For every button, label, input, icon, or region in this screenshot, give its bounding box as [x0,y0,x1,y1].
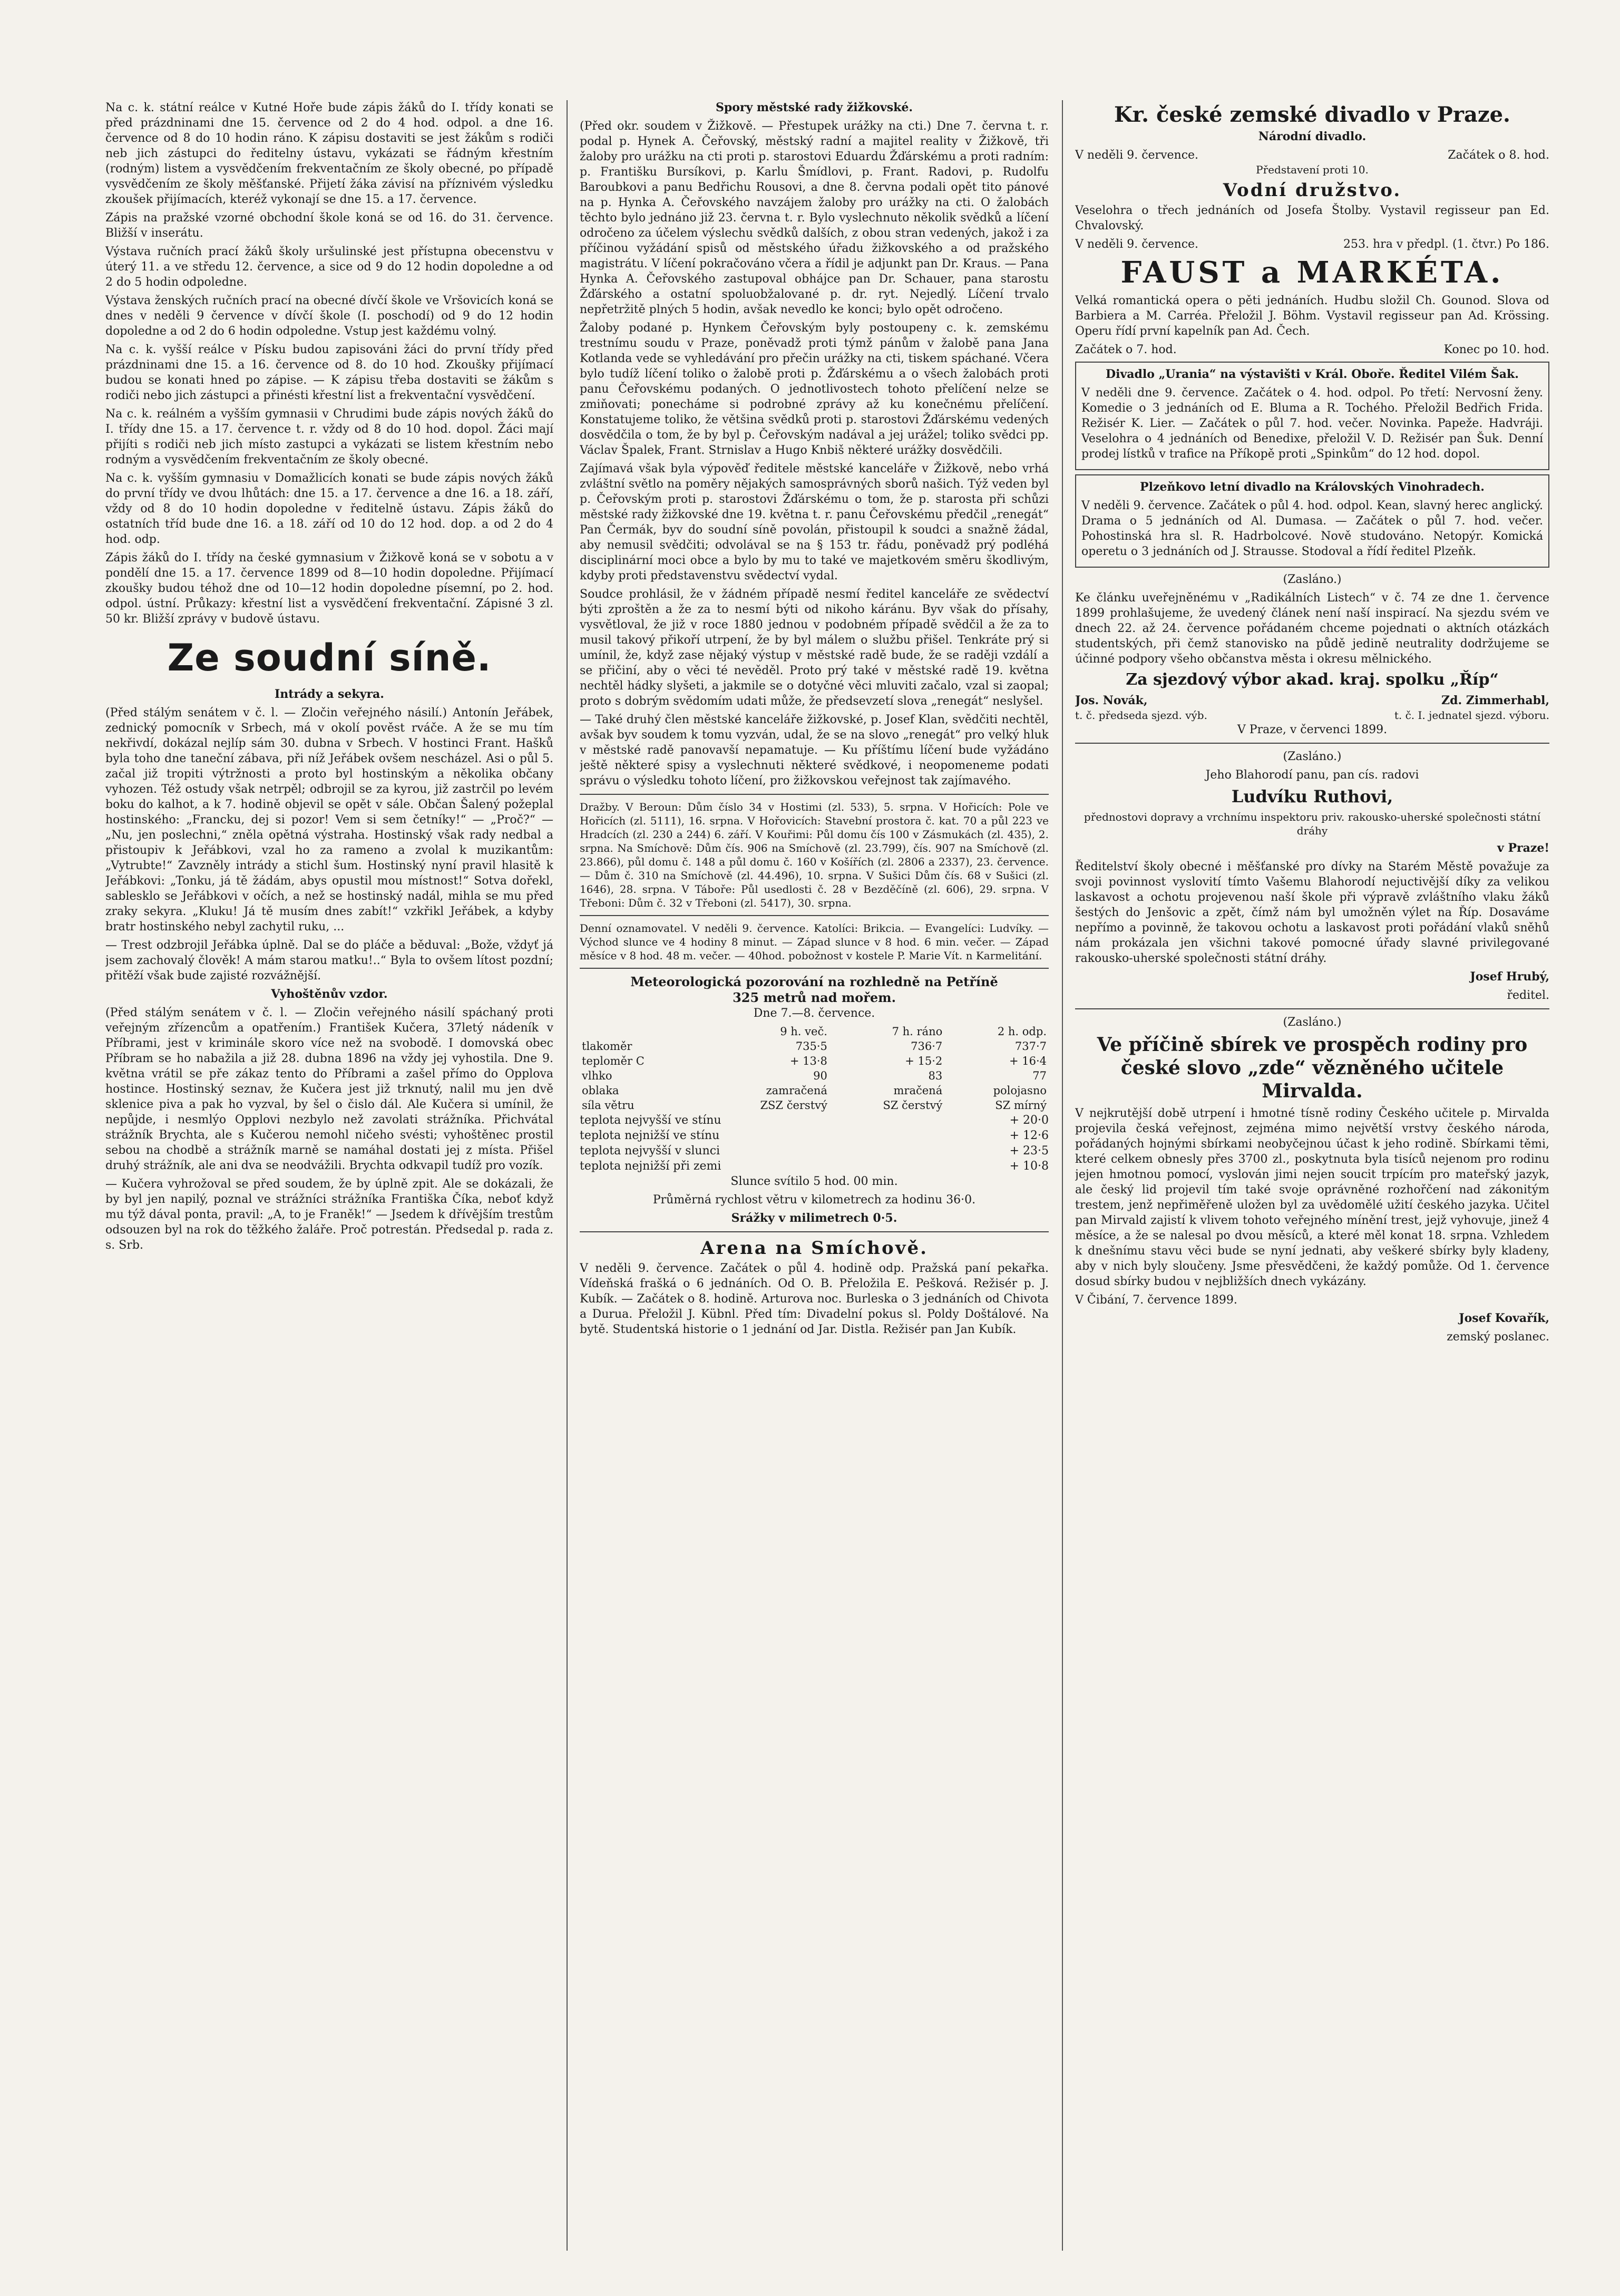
article-title: Spory městské rady žižkovské. [715,101,913,114]
theatre-title: Kr. české zemské divadlo v Praze. [1114,102,1510,127]
table-cell: teploměr C [582,1055,645,1067]
table-row [580,1039,1049,1054]
table-cell: 90 [813,1069,827,1082]
role: t. č. předseda sjezd. výb. [1075,709,1207,722]
auctions: Dražby. V Beroun: Dům číslo 34 v Hostimi (zl. 533), 5. srpna. V Hořicích: Pole ve Hořicích (zl. 5111), 16. srpna. V Hořovicích: Stavební prostora č. kat. 70 a půl 223 ve Hradcích (zl. 230 a 244) 6. září. V Kouřimi: Půl domu čís 100 v Zásmukách (zl. 435), 2. srpna. Na Smíchově: Dům čís. 906 na Smíchově (zl. 23.799), čís. 907 na Smíchově (zl. 23.866), půl domu č. 148 a půl domu č. 160 v Košířích (zl. 2806 a 2337), 23. července. — Dům č. 310 na Smíchově (zl. 44.496), 10. srpna. V Sušici Dům čís. 68 v Sušici (zl. 1646), 28. srpna. V Táboře: Půl usedlosti č. 28 v Bezděčíně (zl. 606), 29. srpna. V Třeboni: Dům č. 32 v Třeboni (zl. 5417), 30. srpna. [580,801,1049,909]
appeal-title: Ve příčině sbírek ve prospěch rodiny pro české slovo „zde“ vězněného učitele Mirvalda. [1097,1034,1528,1102]
table-cell: ZSZ čerstvý [760,1099,827,1112]
weather-extra [580,1159,1049,1174]
article-body: — Kučera vyhrožoval se před soudem, že by úplně zpit. Ale se dokázali, že by byl jen napilý, poznal ve strážníci strážníka Františka Číka, neboť když mu týž dával ponta, pravil: „A, to je Franěk!“ — Jsedem k dřívějším trestům odsouzen byl na rok do těžkého žaláře. Proč potrestán. Předsedal p. rada z. s. Srb. [105,1178,553,1252]
article-body: Zajímavá však byla výpověď ředitele městské kanceláře v Žižkově, nebo vrhá zvláštní světlo na poměry nějakých samosprávných sborů našich. Týž veden byl p. Čeřovským proti p. starostovi Žďárskému o tom, že p. starosta při schůzi městské rady žižkovské dne 19. května t. r. panu Čeřovskému předčil „renegát“ Pan Čermák, byv do soudní síně povolán, přistoupil k soudci a snažně žádal, aby nemusil svědčiti; odvolával se na § 153 tr. řádu, poněvadž prý podléhá disciplinární moci obce a bylo by mu to také ve majetkovém směru škodlivým, kdyby proti představenstvu svědectví vydal. [580,462,1049,582]
weather-extra [580,1128,1049,1143]
table-cell: 9 h. več. [780,1025,827,1038]
addressee-intro: Jeho Blahorodí panu, pan cís. radovi [1205,768,1419,782]
table-cell: SZ mírný [995,1099,1047,1112]
table-cell: zamračená [766,1084,827,1097]
weather-extra [580,1113,1049,1128]
label: teplota nejnižší ve stínu [580,1129,720,1142]
signature-role: zemský poslanec. [1447,1330,1549,1344]
table-cell: vlhko [582,1069,612,1082]
weather-title: Meteorologická pozorování na rozhledně na Petříně [630,974,998,989]
performance: 253. hra v předpl. (1. čtvr.) Po 186. [1343,238,1549,251]
table-cell: 83 [928,1069,943,1082]
weather-report [580,974,1049,1226]
article-title: Vyhoštěnův vzdor. [271,987,388,1001]
table-cell: + 15·2 [905,1055,943,1067]
table-cell: + 16·4 [1009,1055,1047,1067]
column-rule [567,100,568,2251]
play-desc: Veselohra o třech jednáních od Josefa Štolby. Vystavil regisseur pan Ed. Chvalovský. [1075,204,1549,232]
date: V neděli 9. července. [1075,238,1199,251]
play-title: Vodní družstvo. [1223,180,1402,201]
table-cell: 737·7 [1014,1040,1047,1053]
table-cell: SZ čerstvý [883,1099,943,1112]
table-row [580,1068,1049,1083]
signatory-roles [1075,708,1549,722]
article-body: — Také druhý člen městské kanceláře žižkovské, p. Josef Klan, svědčiti nechtěl, avšak byv soudem k tomu vyzván, udal, že se na slovo „renegát“ pro velký hluk v městské radě panovavší nepamatuje. — Ku příštímu líčení bude vyžádáno ještě některé spisy a vyslechnuti některé svědkové, i neopomeneme podati správu o výsledku tohoto líčení, pro žižkovskou veřejnost tak zajímavého. [580,713,1049,787]
school-notice: Zápis žáků do I. třídy na české gymnasium v Žižkově koná se v sobotu a v pondělí dne 15. a 17. července 1899 od 8—10 hodin dopoledne. Přijímací zkoušky budou téhož dne od 10—12 hodin dopoledne písemní, po 2. hod. odpol. ústní. Průkazy: křestní list a vysvědčení frekventační. Zápisné 3 zl. 50 kr. Bližší zprávy v budově ústavu. [105,551,553,626]
weather-subtitle: 325 metrů nad mořem. [733,990,896,1005]
school-notice: Na c. k. vyšší reálce v Písku budou zapisováni žáci do první třídy před prázdninami dne 15. a 16. července od 8. do 10 hod. Zkoušky přijímací budou se konati hned po zápise. — K zápisu třeba dostaviti se žákům s rodiči nebo jich zástupci a přinésti křestní list a frekventační vysvědčení. [105,343,553,402]
table-cell: + 13·8 [789,1055,827,1067]
addressee-city: v Praze! [1497,841,1549,855]
place-date: V Praze, v červenci 1899. [1237,723,1388,736]
signatories [1075,693,1549,708]
table-header-row [580,1024,1049,1039]
label: teplota nejnižší při zemi [580,1160,721,1173]
table-cell: 77 [1032,1069,1047,1082]
newspaper-page [105,100,1549,2251]
divider [580,968,1049,969]
column-1 [105,100,553,2251]
signature-role: ředitel. [1507,989,1549,1002]
school-notice: Výstava ručních prací žáků školy uršulinské jest přístupna obecenstvu v úterý 11. a ve středu 12. července, a sice od 9 do 12 hodin dopoledne a od 2 do 5 hodin odpoledne. [105,245,553,289]
article-body: — Trest odzbrojil Jeřábka úplně. Dal se do pláče a běduval: „Bože, vždyť já jsem zachovalý člověk! A mám starou matku!..“ Byla to ovšem lítost pozdní; přitěží však bude zajisté rozvážnější. [105,939,553,982]
addressee-name: Ludvíku Ruthovi, [1231,786,1393,806]
value: + 20·0 [1009,1114,1049,1127]
divider [580,915,1049,916]
program-line [1075,148,1549,163]
play-desc: Velká romantická opera o pěti jednáních. Hudbu složil Ch. Gounod. Slova od Barbiera a M. Carréa. Přeložil J. Böhm. Vystavil regisseur pan Ad. Krössing. Operu řídí první kapelník pan Ad. Čech. [1075,294,1549,338]
theatre-box [1075,474,1549,568]
table-cell: oblaka [582,1084,619,1097]
zaslano-head: (Zasláno.) [1283,1016,1342,1029]
article-body: (Před stálým senátem v č. l. — Zločin veřejného násilí spáchaný proti veřejným zřízencům a opatřením.) František Kučera, 37letý nádeník v Příbrami, jest v kriminále skoro více než na svobodě. I domovská obec Příbram se ho nabažila a již 28. dubna 1896 na vždy jej vyhostila. Dne 9. května vrátil se pře zákaz tento do Příbrami a zašel přímo do Opplova hostince. Hostinský seznav, že Kučera jest již trknutý, nalil mu jen dvě sklenice piva a pak ho vyzval, by šel o čislo dál. Ale Kučera si umínil, že nepůjde, i nesmlýo Opplovi nezbylo než zavolati strážníka. Přichvátal strážník Brychta, ale s Kučerou nemohl ničeho svésti; vyhoštěnec prostil sebou na chodbě a strážník marně se namáhal dostati jej z místa. Přišel druhý strážník, ale ani dva se neodvážili. Brychta odkvapil tudíž pro vozík. [105,1006,553,1172]
box-body: V neděli 9. července. Začátek o půl 4. hod. odpol. Kean, slavný herec anglický. Drama o 5 jednáních od Al. Dumasa. — Začátek o půl 7. hod. večer. Pohostinská hra sl. R. Hadrbolcové. Nově studováno. Netopýr. Komická operetu o 3 jednáních od J. Strausse. Stodoval a řídí ředitel Plzeňk. [1081,499,1543,558]
label: teplota nejvyšší v slunci [580,1144,720,1157]
table-row [580,1083,1049,1098]
theatre-subtitle: Národní divadlo. [1258,130,1367,143]
name: Zd. Zimmerhabl, [1441,694,1549,707]
column-rule [1062,100,1063,2251]
section-title: Ze soudní síně. [167,636,492,679]
school-notice: Na c. k. reálném a vyšším gymnasii v Chrudimi bude zápis nových žáků do I. třídy dne 15. a 17. července t. r. vždy od 8 do 10 hod. dopol. Žáci mají přijíti s rodiči neb jich místo zastupci a vykázati se listem křestním nebo rodným a vysvědčením frekventačním ze školy obecné. [105,407,553,466]
table-cell: 735·5 [795,1040,827,1053]
school-notice: Na c. k. státní reálce v Kutné Hoře bude zápis žáků do I. třídy konati se před prázdninami dne 15. července od 2 do 4 hod. odpol. a dne 16. července od 8 do 10 hodin ráno. K zápisu dostaviti se jest žákům s rodiči neb jich zástupci do ředitelny ústavu, vykázati se řádným křestním (rodným) listem a vysvědčením frekventačním ze školy obecné, po případě vysvědčením ze školy měšťanské. Přijetí žáka závisí na příznivém výsledku zkoušek přijímacích, kteréž vykonají se dne 15. a 17. července. [105,101,553,206]
name: Jos. Novák, [1075,694,1148,707]
signature-name: Josef Hrubý, [1470,970,1549,984]
zaslano-body: Ředitelství školy obecné i měšťanské pro dívky na Starém Městě považuje za svoji povinnost vyslovití tímto Vašemu Blahorodí nejuctivější díky za velikou laskavost a ochotu projevenou naší škole při výpravě zvláštního vlaku žáků šestých do Jenšovic a zpět, čímž nám byl umožněn výlet na Říp. Dosaváme nepřímo a povinně, že takovou ochotu a laskavost proti pořádání vlaků sněhů nám prokázala jen všichni takové pomocné úřady slavné privilegované rakousko-uherské společnosti státní dráhy. [1075,860,1549,965]
column-3 [1075,100,1549,2251]
school-notice: Na c. k. vyšším gymnasiu v Domažlicích konati se bude zápis nových žáků do první třídy ve dvou lhůtách: dne 15. a 17. července a dne 16. a 18. září, vždy od 8 do 10 hodin dopoledne v ředitelně ústavu. Zápis žáků do ostatních tříd bude dne 16. a 18. září od 10 do 12 hod. dop. a od 2 do 4 hod. odp. [105,472,553,546]
place-date: V Čibání, 7. července 1899. [1075,1293,1237,1307]
school-notice: Zápis na pražské vzorné obchodní škole koná se od 16. do 31. července. Bližší v inserátu. [105,211,553,240]
arena-program: V neděli 9. července. Začátek o půl 4. hodině odp. Pražská paní pekařka. Vídeňská frašká o 6 jednáních. Od O. B. Přeložila E. Pešková. Režisér p. J. Kubík. — Začátek o 8. hodině. Arturova noc. Burleska o 3 jednáních od Chivota a Durua. Přeložil J. Kübnl. Před tím: Divadelní pokus sl. Poldy Doštálové. Na bytě. Studentská historie o 1 jednání od Jar. Distla. Režisér pan Jan Kubík. [580,1262,1049,1336]
program-line [1075,237,1549,252]
note: Představení proti 10. [1256,163,1369,176]
article-title: Intrády a sekyra. [275,687,384,701]
end-time: Konec po 10. hod. [1443,343,1549,356]
start-time: Začátek o 8. hod. [1448,149,1549,162]
table-cell: 2 h. odp. [997,1025,1047,1038]
table-cell [580,1024,700,1039]
box-title: Divadlo „Urania“ na výstavišti v Král. Oboře. Ředitel Vilém Šak. [1106,367,1519,381]
theatre-box [1075,362,1549,470]
zaslano-head: (Zasláno.) [1283,573,1342,586]
zaslano-head: (Zasláno.) [1283,750,1342,763]
value: + 23·5 [1009,1144,1049,1157]
article-body: (Před stálým senátem v č. l. — Zločin veřejného násilí.) Antonín Jeřábek, zednický pomocník v Srbech, má v okolí pověst rváče. A že se mu tím nekřivdí, dokázal nejlíp sám 30. dubna v Srbech. V hostinci Frant. Hašků byla toho dne taneční zábava, při níž Jeřábek ovšem nescházel. Asi o půl 5. začal již tropiti výtržnosti a proto byl hostinským a několika občany vyhozen. Též ostudy však netrpěl; odbrojil se za kyrou, již zastrčil po levém boku do kalhot, a k 7. hodině objevil se opět v sále. Občan Šalený požeplal hostinského: „Francku, dej si pozor! Vem si sem četníky!“ — „Proč?“ — „Nu, jen poslechni,“ zněla opětná výstraha. Hostinský však rady nedbal a přistoupiv k Jeřábkovi, vzal ho za rameno a zvolal k muzikantům: „Vytrubte!“ Zavzněly intrády a stichl šum. Hostinský nyní pravil hlasitě k Jeřábkovi: „Tonku, já tě žádám, abys opustil mou místnost!“ Sotva dořekl, sablesklo se Jeřábkovi v očích, a než se hostinský nadál, mihla se mu před zraky sekyra. „Kluku! Já tě musím dnes zabít!“ vzkřikl Jeřábek, a kdyby bratr hostinského nebyl zachytil ruku, ... [105,706,553,933]
signature-name: Josef Kovařík, [1459,1311,1549,1325]
box-title: Plzeňkovo letní divadlo na Královských Vinohradech. [1140,480,1485,494]
divider [580,794,1049,795]
start-time: Začátek o 7. hod. [1075,343,1177,356]
article-body: Žaloby podané p. Hynkem Čeřovským byly postoupeny c. k. zemskému trestnímu soudu v Praze, poněvadž proti týmž pánům v žalobě pana Jana Kotlanda vede se vyhledávání pro přečin urážky na cti, tiskem spáchané. Včera bylo tudíž líčení toliko o žalobě proti p. Žďárskému a o všech žalobách proti panu Čeřovskému podaných. O jednotlivostech tohoto přelíčení nelze se zmiňovati; ponecháme si podrobné zprávy až ku konečnému přelíčení. Konstatujeme toliko, že většina svědků proti p. starostovi Žďárskému vedených dosvědčila o tom, že by byl p. Čeřovským nadával a jej urážel; toliko svědci pp. Václav Špalek, Frant. Strnislav a Hugo Knbiš některé urážky dosvědčili. [580,322,1049,457]
table-cell: tlakoměr [582,1040,632,1053]
zaslano-body: Ke článku uveřejněnému v „Radikálních Listech“ v č. 74 ze dne 1. července 1899 prohlašujeme, že uvedený článek není naší inspirací. Na sjezdu svém ve dnech 22. až 24. července pořádaném chceme pojednati o aktních otázkách studentských, při čemž stanovisko na půdě jedině neutrality dodržujeme se účinné podpory všeho občanstva města i okresu mělnického. [1075,591,1549,666]
value: + 10·8 [1009,1160,1049,1173]
table-row [580,1054,1049,1068]
table-cell: mračená [893,1084,943,1097]
divider [580,1231,1049,1232]
weather-footer: Srážky v milimetrech 0·5. [731,1211,897,1225]
date: V neděli 9. července. [1075,149,1199,162]
table-cell: 7 h. ráno [892,1025,943,1038]
daily-notes: Denní oznamovatel. V neděli 9. července. Katolíci: Brikcia. — Evangelíci: Ludvíky. — Východ slunce ve 4 hodiny 8 minut. — Západ slunce v 8 hod. 6 min. večer. — Západ měsíce v 8 hod. 48 m. večer. — 40hod. pobožnost v kostele P. Marie Vít. n Karmelitání. [580,922,1049,962]
program-line [1075,342,1549,357]
article-body: (Před okr. soudem v Žižkově. — Přestupek urážky na cti.) Dne 7. června t. r. podal p. Hynek A. Čeřovský, městský radní a majitel reality v Žižkově, tři žaloby pro urážku na cti proti p. starostovi Eduardu Žďárskému a proti radním: p. Františku Bursíkovi, p. Karlu Šmídlovi, p. Frant. Radovi, p. Rudolfu Baroubkovi a panu Bedřichu Rousovi, a dne 8. června podali opět tito pánové na p. Hynka A. Čeřovského navzájem žaloby pro urážky na cti. O žalobách těchto bylo jednáno již 23. června t. r. Bylo vyslechnuto několik svědků a líčení odročeno za účelem výslechu svědků dalších, z obou stran vedených, jakož i za příčinou vyžádání spisů od městského úřadu žižkovského a od pražského magistrátu. V líčení pokračováno včera a řídil je adjunkt pan Dr. Kraus. — Pana Hynka A. Čeřovského zastupoval obhájce pan Dr. Schauer, pana starostu Žďárského a ostatní spoluobžalované p. dr. ryt. Nejedlý. Líčení trvalo nepřetržitě plných 5 hodin, avšak nevedlo ke konci; bylo opět odročeno. [580,120,1049,316]
column-2 [580,100,1049,2251]
role: t. č. I. jednatel sjezd. výboru. [1394,709,1549,722]
school-notice: Výstava ženských ručních prací na obecné dívčí škole ve Vršovicích koná se dnes v neděli 9 července v dívčí škole (I. poschodí) od 9 do 12 hodin dopoledne a od 2 do 6 hodin odpoledne. Vstup jest každému volný. [105,294,553,338]
divider [1075,1008,1549,1009]
weather-extra [580,1143,1049,1159]
table-row [580,1098,1049,1113]
article-body: Soudce prohlásil, že v žádném případě nesmí ředitel kanceláře ze svědectví býti zproštěn a že za to nesmí býti od nikoho káránu. Byv však do přísahy, vysvětloval, že již v roce 1880 jednou v podobném případě svědčil a že za to musil takový přikoří utrpení, že by byl málem o službu přišel. Tenkráte prý si umínil, že, když zase nějaký výstup v městské radě bude, že se raději vzdálí a se přičiní, aby o věci té nevěděl. Proto prý také v městské radě 19. května nechtěl hádky slyšeti, a jakmile se o dotyčné věci mluviti začalo, vzal si zaopal; proto s dobrým svědomím udati může, že předsevzetí slova „renegát“ neslyšel. [580,588,1049,708]
value: + 12·6 [1009,1129,1049,1142]
box-body: V neděli dne 9. července. Začátek o 4. hod. odpol. Po třetí: Nervosní ženy. Komedie o 3 jednáních od E. Bluma a R. Tochého. Přeložil Bedřich Frida. Režisér K. Lier. — Začátek o půl 7. hod. večer. Novinka. Papeže. Hadvráji. Veselohra o 4 jednáních od Benedixe, přeložil V. D. Režisér pan Šuk. Denní prodej lístků v trafice na Příkopě proti „Spinkům“ do 12 hod. dopol. [1081,386,1543,461]
weather-footer: Průměrná rychlost větru v kilometrech za hodinu 36·0. [652,1193,976,1207]
zaslano-body: V nejkrutější době utrpení i hmotné tísně rodiny Českého učitele p. Mirvalda projevila česká veřejnost, zejména mimo největší vrstvy českého národa, pořádaných hojnými sbírkami neobyčejnou účast k jeho rodině. Sbírkami těmi, které celkem obnesly přes 3700 zl., poskytnuta byla tisíců nejenom pro rodinu jejen hmotnou pomocí, vyslován jimi nejen soucit trpícím pro mateřský jazyk, ale český lid projevil tím také svoje oprávněné rozhořčení nad zákonitým trestem, jenž nepřiměřeně uložen byl za uvědomělé užití českého jazyka. Učitel pan Mirvald zajistí k vlivem tohoto veřejného mínění trest, jejž vyhovuje, jinež 4 měsíce, a že se nalesal po dvou měsíců, a které měl konat 18. srpna. Vzhledem k dnešnímu stavu věci bude se nyní jednati, aby veškeré sbírky byly kladeny, aby v nich byly sloučeny. Jsme přesvědčeni, že každý pomůže. Od 1. července dosud sbírky budou v nejbližších dnech vykázány. [1075,1107,1549,1288]
addressee-title: přednostovi dopravy a vrchnímu inspektoru priv. rakousko-uherské společnosti státní dráhy [1084,811,1541,837]
table-cell: polojasno [993,1084,1047,1097]
weather-footer: Slunce svítilo 5 hod. 00 min. [730,1175,898,1188]
table-cell: 736·7 [911,1040,943,1053]
weather-dates: Dne 7.—8. července. [753,1007,875,1020]
table-cell: síla větru [582,1099,635,1112]
zaslano-signature: Za sjezdový výbor akad. kraj. spolku „Říp“ [1126,670,1499,689]
play-title: FAUST a MARKÉTA. [1120,255,1504,290]
arena-title: Arena na Smíchově. [700,1238,928,1259]
divider [1075,743,1549,744]
label: teplota nejvyšší ve stínu [580,1114,721,1127]
weather-table [580,1024,1049,1113]
